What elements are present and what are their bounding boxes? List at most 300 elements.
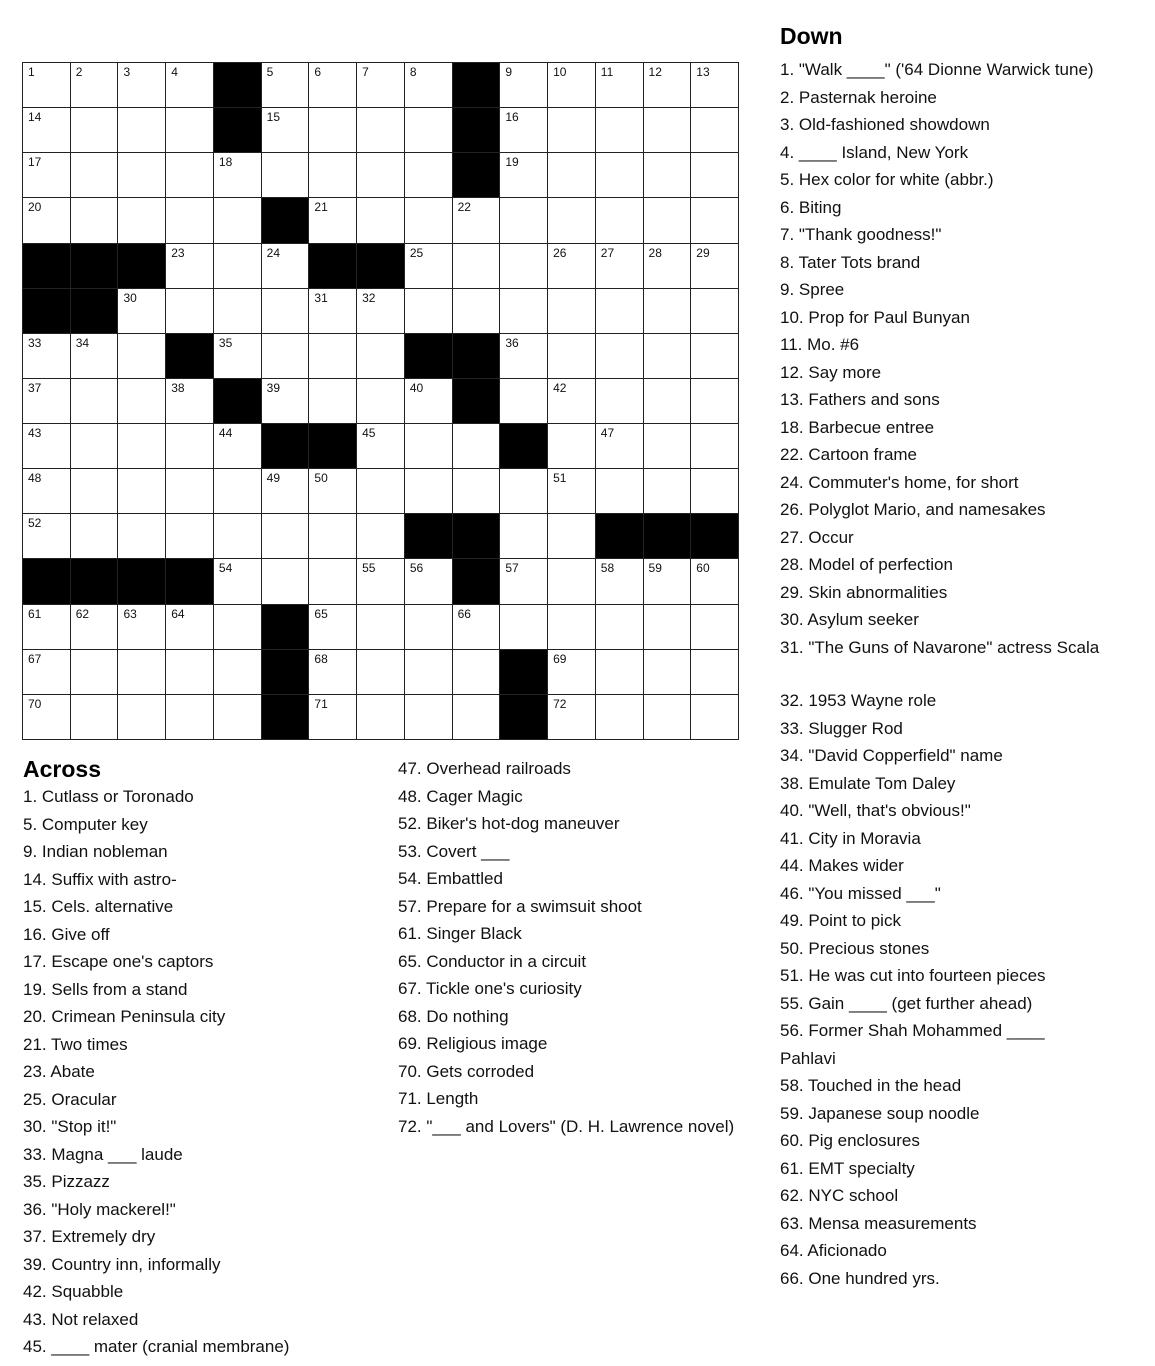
grid-cell[interactable] <box>596 695 644 740</box>
grid-cell[interactable] <box>357 514 405 559</box>
grid-cell[interactable] <box>118 514 166 559</box>
black-square <box>71 559 119 604</box>
clue-item: 38. Emulate Tom Daley <box>780 773 956 793</box>
grid-cell[interactable] <box>548 424 596 469</box>
grid-cell[interactable] <box>71 63 119 108</box>
grid-cell[interactable] <box>23 63 71 108</box>
clue-item: 62. NYC school <box>780 1186 899 1205</box>
grid-cell[interactable] <box>262 153 310 198</box>
grid-cell[interactable] <box>548 469 596 514</box>
grid-cell[interactable] <box>500 605 548 650</box>
clue-number: 2 <box>75 65 83 79</box>
grid-cell[interactable] <box>500 334 548 379</box>
clue-number: 57 <box>505 561 519 576</box>
grid-cell[interactable] <box>596 198 644 243</box>
grid-cell[interactable] <box>596 469 644 514</box>
grid-cell[interactable] <box>262 108 310 153</box>
grid-cell[interactable] <box>214 334 262 379</box>
grid-cell[interactable] <box>644 198 692 243</box>
grid-cell[interactable] <box>500 63 548 108</box>
grid-cell[interactable] <box>548 605 596 650</box>
black-square <box>214 379 262 424</box>
clue-number: 39 <box>266 380 281 395</box>
grid-cell[interactable] <box>214 605 262 650</box>
grid-cell[interactable] <box>453 198 501 243</box>
black-square <box>500 695 548 740</box>
grid-cell[interactable] <box>309 153 357 198</box>
grid-cell[interactable] <box>644 424 692 469</box>
grid-cell[interactable] <box>596 108 644 153</box>
grid-cell[interactable] <box>405 650 453 695</box>
clue-number: 18 <box>218 155 233 170</box>
clue-number: 55 <box>362 561 376 576</box>
clue-item: 29. Skin abnormalities <box>780 582 948 602</box>
grid-cell[interactable] <box>405 244 453 289</box>
grid-cell[interactable] <box>357 469 405 514</box>
clue-number: 27 <box>600 245 615 260</box>
grid-cell[interactable] <box>691 244 739 289</box>
grid-cell[interactable] <box>500 198 548 243</box>
clue-item: 59. Japanese soup noodle <box>780 1103 980 1123</box>
down-clue-list-continued <box>780 687 1090 1292</box>
black-square <box>453 379 501 424</box>
grid-cell[interactable] <box>214 695 262 740</box>
grid-cell[interactable] <box>166 379 214 424</box>
clue-item: 48. Cager Magic <box>398 786 523 806</box>
grid-cell[interactable] <box>596 559 644 604</box>
black-square <box>262 198 310 243</box>
grid-cell[interactable] <box>548 244 596 289</box>
grid-cell[interactable] <box>23 650 71 695</box>
grid-cell[interactable] <box>118 153 166 198</box>
grid-cell[interactable] <box>262 334 310 379</box>
grid-cell[interactable] <box>405 289 453 334</box>
grid-cell[interactable] <box>214 244 262 289</box>
black-square <box>71 289 119 334</box>
clue-number: 52 <box>28 516 42 531</box>
grid-cell[interactable] <box>691 63 739 108</box>
grid-cell[interactable] <box>166 469 214 514</box>
grid-cell[interactable] <box>548 153 596 198</box>
grid-cell[interactable] <box>23 469 71 514</box>
across-clue-list <box>23 783 383 1361</box>
grid-cell[interactable] <box>644 334 692 379</box>
grid-cell[interactable] <box>166 153 214 198</box>
clue-item: 49. Point to pick <box>780 911 901 930</box>
grid-cell[interactable] <box>118 63 166 108</box>
grid-cell[interactable] <box>214 514 262 559</box>
grid-cell[interactable] <box>23 198 71 243</box>
grid-cell[interactable] <box>23 153 71 198</box>
grid-cell[interactable] <box>262 469 310 514</box>
grid-cell[interactable] <box>691 289 739 334</box>
clue-number: 29 <box>696 245 710 260</box>
grid-cell[interactable] <box>691 379 739 424</box>
grid-cell[interactable] <box>644 559 692 604</box>
grid-cell[interactable] <box>548 334 596 379</box>
grid-cell[interactable] <box>309 695 357 740</box>
grid-cell[interactable] <box>166 605 214 650</box>
grid-cell[interactable] <box>548 514 596 559</box>
grid-cell[interactable] <box>166 198 214 243</box>
grid-cell[interactable] <box>309 559 357 604</box>
clue-number: 15 <box>266 110 281 125</box>
grid-cell[interactable] <box>357 153 405 198</box>
grid-cell[interactable] <box>71 198 119 243</box>
black-square <box>309 424 357 469</box>
grid-cell[interactable] <box>118 198 166 243</box>
black-square <box>596 514 644 559</box>
grid-cell[interactable] <box>405 559 453 604</box>
grid-cell[interactable] <box>357 63 405 108</box>
grid-cell[interactable] <box>548 198 596 243</box>
grid-cell[interactable] <box>166 695 214 740</box>
grid-cell[interactable] <box>453 650 501 695</box>
grid-cell[interactable] <box>453 695 501 740</box>
clue-item: 65. Conductor in a circuit <box>398 951 587 971</box>
clue-number: 63 <box>123 606 137 621</box>
grid-cell[interactable] <box>691 108 739 153</box>
clue-number: 44 <box>218 426 233 441</box>
grid-cell[interactable] <box>500 153 548 198</box>
grid-cell[interactable] <box>691 153 739 198</box>
grid-cell[interactable] <box>118 469 166 514</box>
grid-cell[interactable] <box>596 379 644 424</box>
black-square <box>262 605 310 650</box>
clue-item: 47. Overhead railroads <box>398 759 571 778</box>
black-square <box>453 514 501 559</box>
grid-cell[interactable] <box>500 289 548 334</box>
grid-cell[interactable] <box>309 334 357 379</box>
black-square <box>453 63 501 108</box>
clue-number: 28 <box>648 245 662 260</box>
grid-cell[interactable] <box>71 379 119 424</box>
clue-item: 70. Gets corroded <box>398 1061 535 1081</box>
clue-number: 37 <box>28 380 42 395</box>
grid-cell[interactable] <box>118 605 166 650</box>
grid-cell[interactable] <box>548 695 596 740</box>
grid-cell[interactable] <box>357 198 405 243</box>
grid-cell[interactable] <box>214 559 262 604</box>
grid-cell[interactable] <box>71 605 119 650</box>
grid-cell[interactable] <box>644 469 692 514</box>
clue-number: 58 <box>600 561 615 576</box>
grid-cell[interactable] <box>118 424 166 469</box>
grid-cell[interactable] <box>166 63 214 108</box>
grid-cell[interactable] <box>548 108 596 153</box>
grid-cell[interactable] <box>23 605 71 650</box>
grid-cell[interactable] <box>262 379 310 424</box>
grid-cell[interactable] <box>500 559 548 604</box>
across-heading: Across <box>23 756 101 782</box>
grid-cell[interactable] <box>309 108 357 153</box>
grid-cell[interactable] <box>500 514 548 559</box>
grid-cell[interactable] <box>405 63 453 108</box>
grid-cell[interactable] <box>453 289 501 334</box>
grid-cell[interactable] <box>596 153 644 198</box>
grid-cell[interactable] <box>23 695 71 740</box>
clue-item: 61. Singer Black <box>398 924 522 943</box>
clue-number: 4 <box>171 65 178 79</box>
clue-number: 33 <box>28 335 42 350</box>
grid-cell[interactable] <box>596 63 644 108</box>
grid-cell[interactable] <box>71 695 119 740</box>
grid-cell[interactable] <box>23 424 71 469</box>
grid-cell[interactable] <box>23 514 71 559</box>
grid-cell[interactable] <box>548 289 596 334</box>
clue-item: 58. Touched in the head <box>780 1076 962 1095</box>
grid-cell[interactable] <box>357 559 405 604</box>
grid-cell[interactable] <box>166 289 214 334</box>
grid-cell[interactable] <box>691 469 739 514</box>
clue-item: 37. Extremely dry <box>23 1227 156 1246</box>
clue-number: 68 <box>314 651 328 666</box>
grid-cell[interactable] <box>500 379 548 424</box>
clue-number: 14 <box>28 110 42 125</box>
grid-cell[interactable] <box>405 605 453 650</box>
grid-cell[interactable] <box>214 650 262 695</box>
black-square <box>214 63 262 108</box>
grid-cell[interactable] <box>262 514 310 559</box>
grid-cell[interactable] <box>71 514 119 559</box>
clue-item: 61. EMT specialty <box>780 1158 915 1178</box>
clue-number: 54 <box>218 561 233 576</box>
grid-cell[interactable] <box>118 379 166 424</box>
grid-cell[interactable] <box>71 334 119 379</box>
grid-cell[interactable] <box>262 559 310 604</box>
clue-item: 53. Covert ___ <box>398 841 510 861</box>
grid-cell[interactable] <box>309 469 357 514</box>
grid-cell[interactable] <box>71 153 119 198</box>
grid-cell[interactable] <box>262 63 310 108</box>
clue-item: 14. Suffix with astro- <box>23 869 177 889</box>
grid-cell[interactable] <box>691 424 739 469</box>
black-square <box>453 334 501 379</box>
clue-number: 70 <box>28 696 42 711</box>
grid-cell[interactable] <box>357 379 405 424</box>
grid-cell[interactable] <box>453 244 501 289</box>
clue-number: 72 <box>553 696 567 711</box>
clue-item: 68. Do nothing <box>398 1006 509 1026</box>
grid-cell[interactable] <box>405 153 453 198</box>
clue-item: 51. He was cut into fourteen pieces <box>780 966 1046 985</box>
clue-item: 5. Hex color for white (abbr.) <box>780 170 994 189</box>
clue-item: 10. Prop for Paul Bunyan <box>780 307 970 327</box>
grid-cell[interactable] <box>596 424 644 469</box>
clue-item: 15. Cels. alternative <box>23 897 174 916</box>
grid-cell[interactable] <box>453 605 501 650</box>
grid-cell[interactable] <box>548 559 596 604</box>
grid-cell[interactable] <box>691 695 739 740</box>
grid-cell[interactable] <box>166 514 214 559</box>
grid-cell[interactable] <box>405 108 453 153</box>
grid-cell[interactable] <box>405 198 453 243</box>
grid-cell[interactable] <box>357 289 405 334</box>
clue-item: 13. Fathers and sons <box>780 390 940 409</box>
clue-number: 9 <box>505 65 513 79</box>
grid-cell[interactable] <box>644 650 692 695</box>
grid-cell[interactable] <box>691 198 739 243</box>
clue-number: 49 <box>266 471 281 486</box>
clue-item: 33. Magna ___ laude <box>23 1144 183 1164</box>
grid-cell[interactable] <box>548 63 596 108</box>
grid-cell[interactable] <box>596 605 644 650</box>
clue-number: 26 <box>553 245 567 260</box>
grid-cell[interactable] <box>500 244 548 289</box>
grid-cell[interactable] <box>644 244 692 289</box>
clue-item: 32. 1953 Wayne role <box>780 691 937 710</box>
black-square <box>214 108 262 153</box>
clue-item: 72. "___ and Lovers" (D. H. Lawrence novel) <box>398 1116 735 1136</box>
grid-cell[interactable] <box>644 605 692 650</box>
grid-cell[interactable] <box>118 108 166 153</box>
grid-cell[interactable] <box>644 379 692 424</box>
black-square <box>262 650 310 695</box>
clue-item: 34. "David Copperfield" name <box>780 746 1003 765</box>
clue-item: 45. ____ mater (cranial membrane) <box>23 1337 290 1356</box>
black-square <box>405 334 453 379</box>
grid-cell[interactable] <box>214 153 262 198</box>
clue-item: 16. Give off <box>23 924 110 944</box>
grid-cell[interactable] <box>71 424 119 469</box>
black-square <box>644 514 692 559</box>
grid-cell[interactable] <box>596 289 644 334</box>
grid-cell[interactable] <box>166 424 214 469</box>
clue-number: 25 <box>409 245 424 260</box>
grid-cell[interactable] <box>596 650 644 695</box>
grid-cell[interactable] <box>548 650 596 695</box>
clue-number: 50 <box>314 471 328 486</box>
grid-cell[interactable] <box>166 108 214 153</box>
grid-cell[interactable] <box>309 379 357 424</box>
clue-number: 71 <box>314 696 328 711</box>
clue-item: 41. City in Moravia <box>780 828 921 848</box>
clue-item: 57. Prepare for a swimsuit shoot <box>398 896 642 916</box>
clue-item: 9. Spree <box>780 280 845 299</box>
clue-item: 64. Aficionado <box>780 1241 887 1260</box>
grid-cell[interactable] <box>23 334 71 379</box>
grid-cell[interactable] <box>71 108 119 153</box>
black-square <box>453 559 501 604</box>
grid-cell[interactable] <box>644 695 692 740</box>
clue-item: 22. Cartoon frame <box>780 445 918 464</box>
clue-item: 23. Abate <box>23 1062 95 1081</box>
clue-number: 7 <box>362 65 369 79</box>
grid-cell[interactable] <box>357 424 405 469</box>
black-square <box>166 334 214 379</box>
grid-cell[interactable] <box>691 559 739 604</box>
clue-item: 33. Slugger Rod <box>780 718 903 738</box>
grid-cell[interactable] <box>118 289 166 334</box>
down-heading: Down <box>780 23 843 49</box>
grid-cell[interactable] <box>23 379 71 424</box>
grid-cell[interactable] <box>357 695 405 740</box>
grid-cell[interactable] <box>166 650 214 695</box>
grid-cell[interactable] <box>166 244 214 289</box>
grid-cell[interactable] <box>214 469 262 514</box>
clue-item: 40. "Well, that's obvious!" <box>780 801 971 820</box>
grid-cell[interactable] <box>453 424 501 469</box>
grid-cell[interactable] <box>405 424 453 469</box>
grid-cell[interactable] <box>309 63 357 108</box>
grid-cell[interactable] <box>596 244 644 289</box>
clue-number: 64 <box>171 606 185 621</box>
grid-cell[interactable] <box>118 334 166 379</box>
grid-cell[interactable] <box>644 63 692 108</box>
grid-cell[interactable] <box>357 650 405 695</box>
grid-cell[interactable] <box>453 469 501 514</box>
grid-cell[interactable] <box>357 334 405 379</box>
grid-cell[interactable] <box>309 650 357 695</box>
grid-cell[interactable] <box>500 108 548 153</box>
grid-cell[interactable] <box>691 605 739 650</box>
grid-cell[interactable] <box>548 379 596 424</box>
grid-cell[interactable] <box>214 198 262 243</box>
grid-cell[interactable] <box>405 695 453 740</box>
clue-item: 6. Biting <box>780 197 842 217</box>
grid-cell[interactable] <box>262 289 310 334</box>
black-square <box>118 244 166 289</box>
grid-cell[interactable] <box>644 108 692 153</box>
black-square <box>405 514 453 559</box>
grid-cell[interactable] <box>309 289 357 334</box>
clue-item: 3. Old-fashioned showdown <box>780 115 990 134</box>
grid-cell[interactable] <box>71 650 119 695</box>
grid-cell[interactable] <box>214 424 262 469</box>
grid-cell[interactable] <box>214 289 262 334</box>
grid-cell[interactable] <box>405 469 453 514</box>
clue-number: 6 <box>314 65 322 79</box>
grid-cell[interactable] <box>309 198 357 243</box>
grid-cell[interactable] <box>309 605 357 650</box>
grid-cell[interactable] <box>23 108 71 153</box>
grid-cell[interactable] <box>357 108 405 153</box>
grid-cell[interactable] <box>405 379 453 424</box>
clue-number: 22 <box>457 200 471 215</box>
grid-cell[interactable] <box>309 514 357 559</box>
clue-item: 1. Cutlass or Toronado <box>23 787 194 806</box>
grid-cell[interactable] <box>644 289 692 334</box>
grid-cell[interactable] <box>71 469 119 514</box>
clue-item: 18. Barbecue entree <box>780 417 935 437</box>
clue-number: 36 <box>505 335 519 350</box>
grid-cell[interactable] <box>357 605 405 650</box>
grid-cell[interactable] <box>500 469 548 514</box>
clue-number: 62 <box>75 606 90 621</box>
grid-cell[interactable] <box>691 334 739 379</box>
clue-item: 54. Embattled <box>398 869 503 888</box>
grid-cell[interactable] <box>596 334 644 379</box>
clue-item: 7. "Thank goodness!" <box>780 225 942 244</box>
across-clue-list-continued <box>398 755 738 1140</box>
clue-item: 35. Pizzazz <box>23 1172 110 1191</box>
grid-cell[interactable] <box>644 153 692 198</box>
clue-item: 42. Squabble <box>23 1282 124 1301</box>
grid-cell[interactable] <box>262 244 310 289</box>
grid-cell[interactable] <box>118 695 166 740</box>
black-square <box>453 153 501 198</box>
clue-number: 48 <box>28 471 42 486</box>
clue-number: 16 <box>505 110 519 125</box>
black-square <box>453 108 501 153</box>
grid-cell[interactable] <box>118 650 166 695</box>
clue-item: 11. Mo. #6 <box>780 335 860 354</box>
clue-number: 30 <box>123 290 137 305</box>
clue-item: 31. "The Guns of Navarone" actress Scala <box>780 637 1100 657</box>
clue-number: 5 <box>266 65 274 79</box>
grid-cell[interactable] <box>691 650 739 695</box>
clue-item: 55. Gain ____ (get further ahead) <box>780 993 1033 1013</box>
